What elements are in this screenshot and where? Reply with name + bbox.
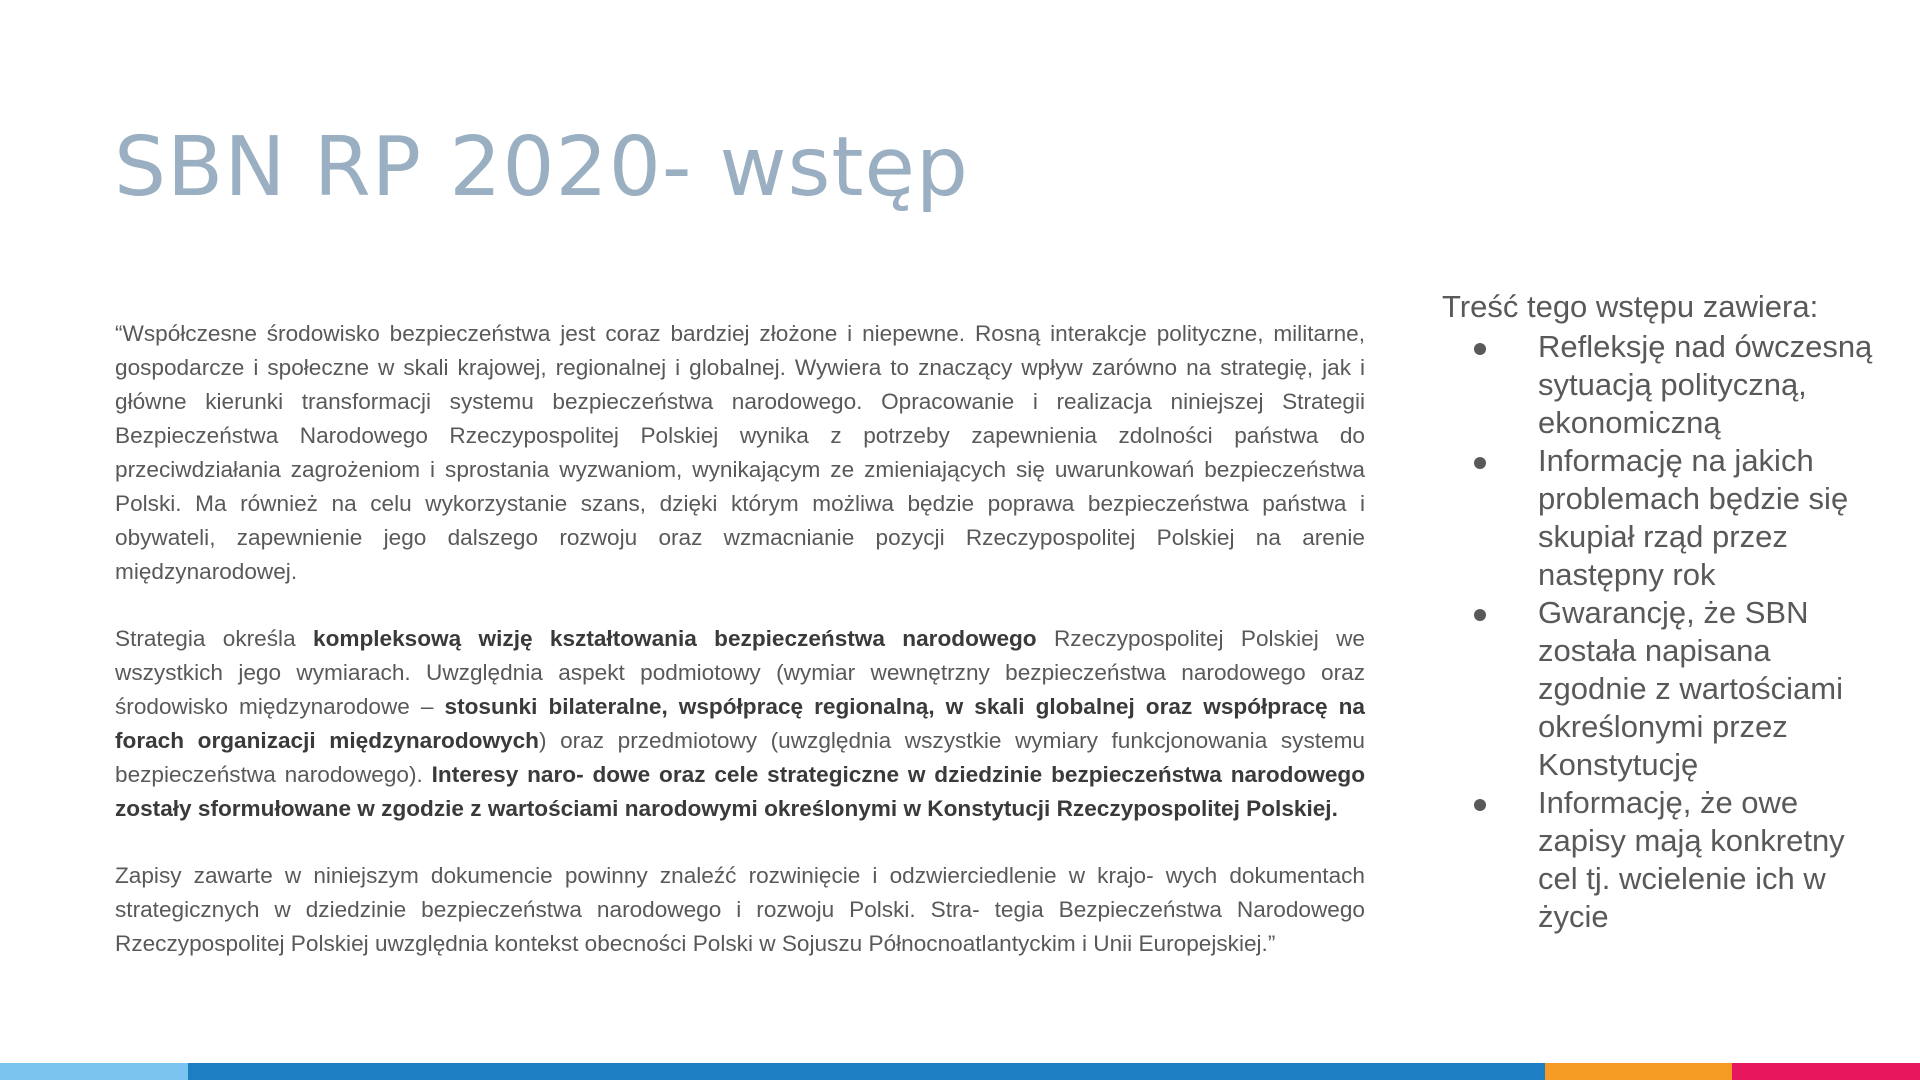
decorative-color-bar (0, 1063, 1920, 1080)
summary-item (1442, 784, 1882, 936)
summary-item (1442, 328, 1882, 442)
paragraph-2-bold-1: kompleksową wizję kształtowania bezpieczeństwa narodowego (313, 626, 1037, 651)
summary-panel (1442, 288, 1882, 936)
paragraph-2-bold-3: Interesy naro- dowe oraz cele strategiczne w dziedzinie bezpieczeństwa narodowego zostały sformułowane w zgodzie z wartościami narodowymi określonymi w Konstytucji Rzeczypospolitej Polskiej. (115, 762, 1365, 821)
color-bar-segment-light-blue (0, 1063, 188, 1080)
bullet-icon (1474, 799, 1486, 811)
main-quote-text (115, 317, 1365, 994)
slide-title: SBN RP 2020- wstęp (114, 120, 969, 215)
summary-item (1442, 442, 1882, 594)
summary-item-text: Informację, że owe zapisy mają konkretny cel tj. wcielenie ich w życie (1538, 785, 1845, 934)
summary-heading: Treść tego wstępu zawiera: (1442, 289, 1819, 324)
summary-item-text: Gwarancję, że SBN została napisana zgodnie z wartościami określonymi przez Konstytucję (1538, 595, 1843, 782)
paragraph-2-text-1: Strategia określa (115, 626, 313, 651)
paragraph-2-text-2: Rzeczypospolitej Polskiej we wszystkich jego wymiarach. Uwzględnia aspekt podmiotowy (wymiar wewnętrzny bezpieczeństwa narodowego oraz środowisko międzynarodowe – (115, 626, 1365, 719)
bullet-icon (1474, 609, 1486, 621)
bullet-icon (1474, 343, 1486, 355)
summary-item (1442, 594, 1882, 784)
paragraph-2 (115, 622, 1365, 826)
paragraph-2-text-3: ) oraz przedmiotowy (uwzględnia wszystkie wymiary funkcjonowania systemu bezpieczeństwa narodowego). (115, 728, 1365, 787)
color-bar-segment-orange (1545, 1063, 1732, 1080)
paragraph-1: “Współczesne środowisko bezpieczeństwa jest coraz bardziej złożone i niepewne. Rosną interakcje polityczne, militarne, gospodarcze i społeczne w skali krajowej, regionalnej i globalnej. Wywiera to znaczący wpływ zarówno na strategię, jak i główne kierunki transformacji systemu bezpieczeństwa narodowego. Opracowanie i realizacja niniejszej Strategii Bezpieczeństwa Narodowego Rzeczypospolitej Polskiej wynika z potrzeby zapewnienia zdolności państwa do przeciwdziałania zagrożeniom i sprostania wyzwaniom, wynikającym ze zmieniających się uwarunkowań bezpieczeństwa Polski. Ma również na celu wykorzystanie szans, dzięki którym możliwa będzie poprawa bezpieczeństwa państwa i obywateli, zapewnienie jego dalszego rozwoju oraz wzmacnianie pozycji Rzeczypospolitej Polskiej na arenie międzynarodowej. (115, 321, 1365, 584)
color-bar-segment-blue (188, 1063, 1545, 1080)
summary-item-text: Refleksję nad ówczesną sytuacją polityczną, ekonomiczną (1538, 329, 1873, 440)
paragraph-3: Zapisy zawarte w niniejszym dokumencie powinny znaleźć rozwinięcie i odzwierciedlenie w krajo- wych dokumentach strategicznych w dziedzinie bezpieczeństwa narodowego i rozwoju Polski. Stra- tegia Bezpieczeństwa Narodowego Rzeczypospolitej Polskiej uwzględnia kontekst obecności Polski w Sojuszu Północnoatlantyckim i Unii Europejskiej.” (115, 863, 1365, 956)
summary-item-text: Informację na jakich problemach będzie się skupiał rząd przez następny rok (1538, 443, 1849, 592)
bullet-icon (1474, 457, 1486, 469)
color-bar-segment-pink (1732, 1063, 1920, 1080)
paragraph-2-bold-2: stosunki bilateralne, współpracę regionalną, w skali globalnej oraz współpracę na forach organizacji międzynarodowych (115, 694, 1365, 753)
summary-list (1442, 328, 1882, 936)
